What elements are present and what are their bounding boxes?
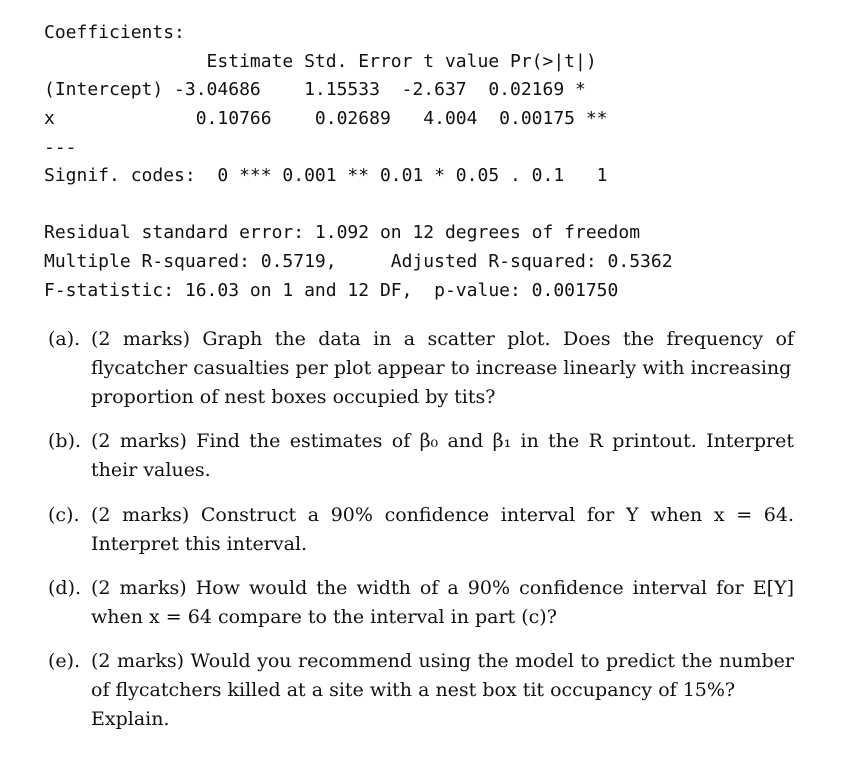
signif-codes: Signif. codes: 0 *** 0.001 ** 0.01 * 0.05 . 0.1 1 bbox=[44, 165, 608, 186]
question-text-first-line: (2 marks) Find the estimates of β₀ and β₁ in the R printout. Interpret bbox=[91, 430, 794, 452]
question-e bbox=[48, 647, 794, 734]
question-text-rest: their values. bbox=[91, 459, 211, 481]
residual-standard-error: Residual standard error: 1.092 on 12 degrees of freedom bbox=[44, 222, 641, 243]
intercept-row: (Intercept) -3.04686 1.15533 -2.637 0.02169 * bbox=[44, 79, 586, 100]
question-label: (c). bbox=[48, 504, 80, 526]
question-text-first-line: (2 marks) Would you recommend using the model to predict the number bbox=[91, 650, 794, 672]
question-b bbox=[48, 427, 794, 485]
question-text-rest: Interpret this interval. bbox=[91, 533, 308, 555]
r-squared-line: Multiple R-squared: 0.5719, Adjusted R-squared: 0.5362 bbox=[44, 251, 673, 272]
f-statistic-line: F-statistic: 16.03 on 1 and 12 DF, p-value: 0.001750 bbox=[44, 280, 619, 301]
question-label: (b). bbox=[48, 430, 82, 452]
x-row: x 0.10766 0.02689 4.004 0.00175 ** bbox=[44, 108, 608, 129]
separator-line: --- bbox=[44, 137, 77, 158]
question-text-first-line: (2 marks) Construct a 90% confidence interval for Y when x = 64. bbox=[91, 504, 794, 526]
question-d bbox=[48, 574, 794, 632]
question-text-rest: flycatcher casualties per plot appear to increase linearly with increasing proportion of nest boxes occupied by tits? bbox=[91, 357, 792, 408]
question-label: (d). bbox=[48, 577, 82, 599]
question-text-rest: of flycatchers killed at a site with a nest box tit occupancy of 15%? Explain. bbox=[91, 679, 736, 730]
question-c bbox=[48, 501, 794, 559]
coefficients-heading: Coefficients: bbox=[44, 22, 185, 43]
question-text-rest: when x = 64 compare to the interval in part (c)? bbox=[91, 606, 557, 628]
coefficients-header-row: Estimate Std. Error t value Pr(>|t|) bbox=[44, 51, 597, 72]
question-text-first-line: (2 marks) How would the width of a 90% confidence interval for E[Y] bbox=[91, 577, 794, 599]
question-label: (a). bbox=[48, 328, 81, 350]
question-label: (e). bbox=[48, 650, 81, 672]
question-text-first-line: (2 marks) Graph the data in a scatter plot. Does the frequency of bbox=[91, 328, 794, 350]
question-a bbox=[48, 325, 794, 412]
